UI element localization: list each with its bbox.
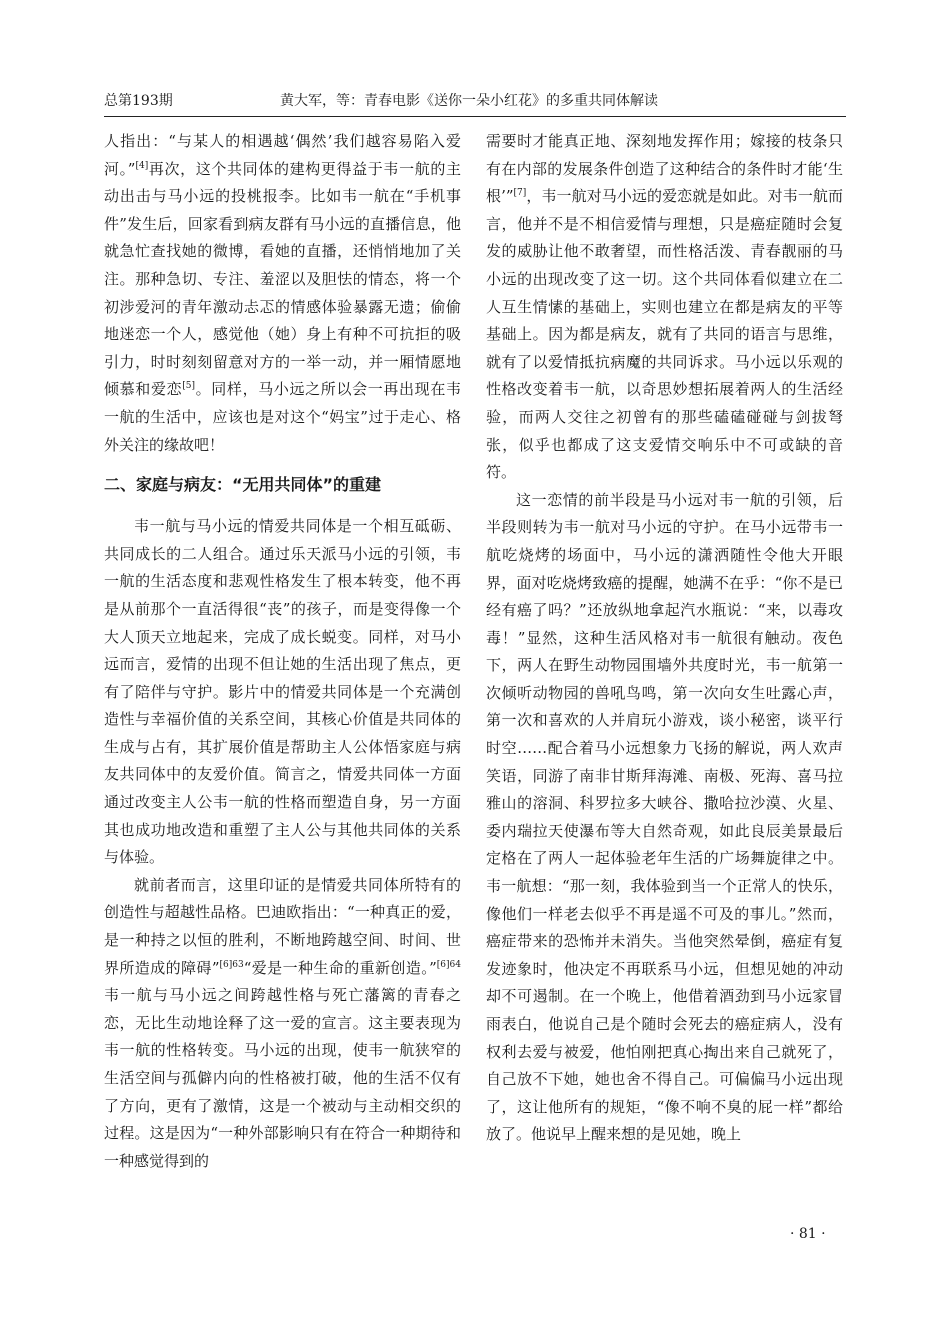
citation-ref: [5] [182, 381, 195, 392]
running-title: 黄大军，等：青春电影《送你一朵小红花》的多重共同体解读 [280, 93, 658, 109]
citation-ref: [4] [135, 160, 149, 171]
right-column [486, 128, 843, 1149]
page-number: · 81 · [790, 1226, 826, 1242]
left-column [104, 128, 461, 1175]
paragraph-continued: 需要时才能真正地、深刻地发挥作用；嫁接的枝条只有在内部的发展条件创造了这种结合的条件时才能‘生根’”[7]，韦一航对马小远的爱恋就是如此。对韦一航而言，他并不是不相信爱情与理想，只是癌症随时会复发的威胁让他不敢奢望，而性格活泼、青春靓丽的马小远的出现改变了这一切。这个共同体看似建立在二人互生情愫的基础上，实则也建立在都是病友的平等基础上。因为都是病友，就有了共同的语言与思维，就有了以爱情抵抗病魔的共同诉求。马小远以乐观的性格改变着韦一航，以奇思妙想拓展着两人的生活经验，而两人交往之初曾有的那些磕磕碰碰与剑拔弩张，似乎也都成了这支爱情交响乐中不可或缺的音符。 [486, 132, 843, 482]
section-heading: 二、家庭与病友：“无用共同体”的重建 [104, 475, 382, 495]
paragraph: 就前者而言，这里印证的是情爱共同体所特有的创造性与超越性品格。巴迪欧指出：“一种真正的爱，是一种持之以恒的胜利，不断地跨越空间、时间、世界所造成的障碍”$^{[6]63}$“爱是一种生命的重新创造。”$^{[6]64}$韦一航与马小远之间跨越性格与死亡藩篱的青春之恋，无比生动地诠释了这一爱的宣言。这主要表现为韦一航的性格转变。马小远的出现，使韦一航狭窄的生活空间与孤僻内向的性格被打破，他的生活不仅有了方向，更有了激情，这是一个被动与主动相交织的过程。这是因为“一种外部影响只有在符合一种期待和一种感觉得到的 [104, 875, 461, 1170]
issue-number: 总第193期 [104, 93, 173, 109]
citation-ref: [7] [513, 188, 527, 199]
citation-ref: [6]64 [436, 959, 461, 970]
citation-ref: [6]63 [219, 959, 244, 970]
header-rule [104, 116, 846, 117]
running-header [104, 90, 846, 116]
paragraph: 这一恋情的前半段是马小远对韦一航的引领，后半段则转为韦一航对马小远的守护。在马小远带韦一航吃烧烤的场面中，马小远的潇洒随性令他大开眼界，面对吃烧烤致癌的提醒，她满不在乎：“你不是已经有癌了吗？”还放纵地拿起汽水瓶说：“来，以毒攻毒！”显然，这种生活风格对韦一航很有触动。夜色下，两人在野生动物园围墙外共度时光，韦一航第一次倾听动物园的兽吼鸟鸣，第一次向女生吐露心声，第一次和喜欢的人并肩玩小游戏，谈小秘密，谈平行时空……配合着马小远想象力飞扬的解说，两人欢声笑语，同游了南非甘斯拜海滩、南极、死海、喜马拉雅山的溶洞、科罗拉多大峡谷、撒哈拉沙漠、火星、委内瑞拉天使瀑布等大自然奇观，如此良辰美景最后定格在了两人一起体验老年生活的广场舞旋律之中。韦一航想：“那一刻，我体验到当一个正常人的快乐，像他们一样老去似乎不再是遥不可及的事儿。”然而，癌症带来的恐怖并未消失。当他突然晕倒，癌症有复发迹象时，他决定不再联系马小远，但想见她的冲动却不可遏制。在一个晚上，他借着酒劲到马小远家冒雨表白，他说自己是个随时会死去的癌症病人，没有权利去爱与被爱，他怕刚把真心掏出来自己就死了，自己放不下她，她也舍不得自己。可偏偏马小远出现了，这让他所有的规矩，“像不响不臭的屁一样”都给放了。他说早上醒来想的是见她，晚上 [486, 490, 843, 1144]
paragraph-continued: 人指出：“与某人的相遇越‘偶然’我们越容易陷入爱河。”[4]再次，这个共同体的建构更得益于韦一航的主动出击与马小远的投桃报李。比如韦一航在“手机事件”发生后，回家看到病友群有马小远的直播信息，他就急忙查找她的微博，看她的直播，还悄悄地加了关注。那种急切、专注、羞涩以及胆怯的情态，将一个初涉爱河的青年激动忐忑的情感体验暴露无遗；偷偷地迷恋一个人，感觉他（她）身上有种不可抗拒的吸引力，时时刻刻留意对方的一举一动，并一厢情愿地倾慕和爱恋[5]。同样，马小远之所以会一再出现在韦一航的生活中，应该也是对这个“妈宝”过于走心、格外关注的缘故吧！ [104, 132, 461, 454]
paragraph: 韦一航与马小远的情爱共同体是一个相互砥砺、共同成长的二人组合。通过乐天派马小远的引领，韦一航的生活态度和悲观性格发生了根本转变，他不再是从前那个一直活得很“丧”的孩子，而是变得像一个大人顶天立地起来，完成了成长蜕变。同样，对马小远而言，爱情的出现不但让她的生活出现了焦点，更有了陪伴与守护。影片中的情爱共同体是一个充满创造性与幸福价值的关系空间，其核心价值是共同体的生成与占有，其扩展价值是帮助主人公体悟家庭与病友共同体中的友爱价值。简言之，情爱共同体一方面通过改变主人公韦一航的性格而塑造自身，另一方面其也成功地改造和重塑了主人公与其他共同体的关系与体验。 [104, 517, 461, 867]
